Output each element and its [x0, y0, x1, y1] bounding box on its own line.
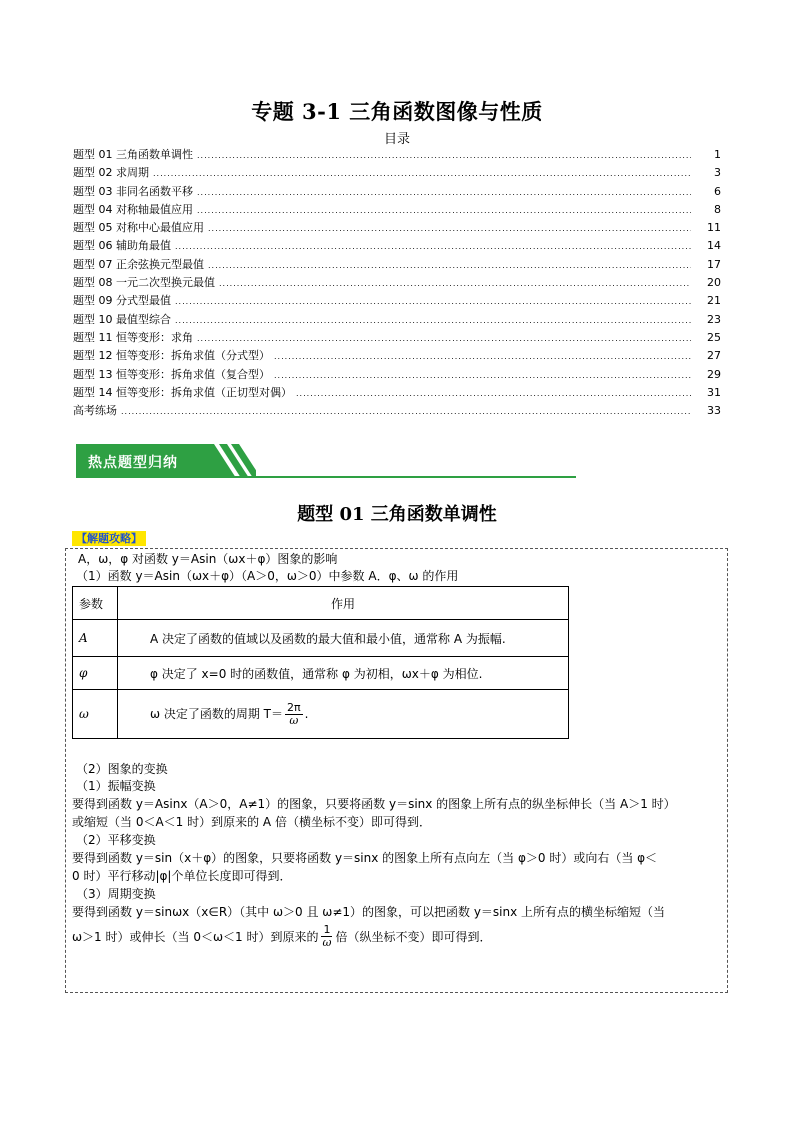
toc-entry[interactable]: [73, 292, 721, 310]
toc-entry[interactable]: [73, 274, 721, 292]
toc-entry-page: 17: [707, 257, 721, 271]
toc-leader-dots: [274, 347, 691, 365]
body-line-12: [72, 924, 491, 949]
toc-entry[interactable]: [73, 366, 721, 384]
body-line-6: 或缩短（当 0＜A＜1 时）到原来的 A 倍（横坐标不变）即可得到．: [72, 815, 431, 829]
toc-entry-label: 高考练场: [73, 404, 117, 418]
fraction-denominator: ω: [289, 713, 299, 727]
body-line-11: 要得到函数 y＝sinωx（x∈R）（其中 ω＞0 且 ω≠1）的图象，可以把函数 y＝sinx 上所有点的横坐标缩短（当: [72, 905, 666, 919]
toc-entry-page: 21: [707, 294, 721, 308]
toc-entry-page: 14: [707, 239, 721, 253]
table-of-contents: [73, 146, 721, 420]
body-line-10: （3）周期变换: [76, 887, 156, 901]
toc-entry[interactable]: [73, 347, 721, 365]
toc-entry[interactable]: [73, 201, 721, 219]
tip-label: 【解题攻略】: [72, 531, 146, 546]
toc-leader-dots: [219, 274, 691, 292]
toc-entry-page: 23: [707, 312, 721, 326]
period-fraction: [285, 702, 303, 727]
toc-entry[interactable]: [73, 311, 721, 329]
effect-suffix: .: [304, 706, 309, 721]
toc-entry-page: 29: [707, 367, 721, 381]
toc-leader-dots: [296, 384, 691, 402]
body-line-4: （1）振幅变换: [76, 779, 156, 793]
body-line-3: （2）图象的变换: [76, 762, 168, 776]
fraction-denominator: ω: [322, 936, 332, 949]
toc-entry[interactable]: [73, 219, 721, 237]
toc-leader-dots: [175, 292, 691, 310]
line12-suffix: 倍（纵坐标不变）即可得到．: [335, 929, 492, 944]
effect-text: ω 决定了函数的周期 T＝: [150, 706, 284, 721]
toc-entry-label: 题型 01 三角函数单调性: [73, 148, 193, 161]
toc-heading: 目录: [383, 132, 410, 147]
toc-entry-label: 题型 04 对称轴最值应用: [73, 202, 193, 216]
line12-prefix: ω＞1 时）或伸长（当 0＜ω＜1 时）到原来的: [72, 929, 319, 944]
toc-entry-label: 题型 03 非同名函数平移: [73, 184, 193, 198]
body-line-5: 要得到函数 y＝Asinx（A＞0，A≠1）的图象，只要将函数 y＝sinx 的图象上所有点的纵坐标伸长（当 A＞1 时）: [72, 797, 676, 811]
toc-entry[interactable]: [73, 384, 721, 402]
toc-leader-dots: [274, 366, 691, 384]
toc-leader-dots: [121, 402, 691, 420]
section-title: 题型 01 三角函数单调性: [297, 504, 497, 525]
table-effect-cell: A 决定了函数的值域以及函数的最大值和最小值，通常称 A 为振幅.: [118, 620, 569, 657]
body-line-7: （2）平移变换: [76, 833, 156, 847]
toc-entry[interactable]: [73, 183, 721, 201]
banner-label: 热点题型归纳: [88, 455, 178, 471]
toc-entry-page: 27: [707, 349, 721, 363]
banner-rule: [76, 476, 576, 478]
toc-entry[interactable]: [73, 146, 721, 164]
toc-entry-page: 3: [714, 166, 721, 180]
table-row: [73, 690, 569, 739]
toc-leader-dots: [197, 183, 691, 201]
table-row: [73, 657, 569, 690]
fraction-numerator: 1: [323, 923, 331, 936]
toc-entry-label: 题型 12 恒等变形：拆角求值（分式型）: [73, 349, 270, 363]
toc-entry-label: 题型 05 对称中心最值应用: [73, 221, 204, 235]
toc-entry[interactable]: [73, 164, 721, 182]
table-param-cell: φ: [73, 657, 118, 690]
toc-entry-page: 25: [707, 330, 721, 344]
toc-entry-label: 题型 09 分式型最值: [73, 294, 171, 308]
toc-entry-page: 33: [707, 404, 721, 418]
toc-leader-dots: [197, 146, 691, 164]
body-line-8: 要得到函数 y＝sin（x＋φ）的图象，只要将函数 y＝sinx 的图象上所有点向左（当 φ＞0 时）或向右（当 φ＜: [72, 851, 658, 865]
body-line-1: A，ω，φ 对函数 y＝Asin（ωx＋φ）图象的影响: [78, 552, 338, 566]
table-effect-cell: [118, 690, 569, 739]
table-param-cell: A: [73, 620, 118, 657]
table-row: [73, 620, 569, 657]
document-title: 专题 3-1 三角函数图像与性质: [251, 99, 543, 124]
toc-entry[interactable]: [73, 237, 721, 255]
toc-entry-label: 题型 06 辅助角最值: [73, 239, 171, 253]
table-header-cell: 参数: [73, 587, 118, 620]
toc-entry-label: 题型 02 求周期: [73, 166, 149, 180]
table-param-cell: ω: [73, 690, 118, 739]
toc-entry-label: 题型 14 恒等变形：拆角求值（正切型对偶）: [73, 385, 292, 399]
toc-entry-label: 题型 11 恒等变形：求角: [73, 330, 193, 344]
toc-entry[interactable]: [73, 256, 721, 274]
toc-entry-page: 31: [707, 385, 721, 399]
params-table: [72, 586, 569, 739]
toc-entry-label: 题型 13 恒等变形：拆角求值（复合型）: [73, 367, 270, 381]
table-effect-cell: φ 决定了 x=0 时的函数值，通常称 φ 为初相，ωx＋φ 为相位.: [118, 657, 569, 690]
toc-entry[interactable]: [73, 329, 721, 347]
toc-leader-dots: [153, 164, 691, 182]
toc-entry-page: 8: [714, 202, 721, 216]
toc-entry-page: 11: [707, 221, 721, 235]
table-header-row: [73, 587, 569, 620]
toc-leader-dots: [175, 237, 691, 255]
toc-leader-dots: [175, 311, 691, 329]
fraction-numerator: 2π: [287, 700, 301, 714]
toc-entry-label: 题型 07 正余弦换元型最值: [73, 257, 204, 271]
body-line-2: （1）函数 y＝Asin（ωx＋φ）（A＞0，ω＞0）中参数 A．φ、ω 的作用: [76, 569, 459, 583]
toc-entry-page: 1: [714, 148, 721, 161]
body-line-9: 0 时）平行移动|φ|个单位长度即可得到．: [72, 869, 292, 883]
table-header-cell: 作用: [118, 587, 569, 620]
toc-leader-dots: [208, 256, 691, 274]
toc-entry-label: 题型 08 一元二次型换元最值: [73, 276, 215, 290]
toc-leader-dots: [197, 329, 691, 347]
toc-entry-label: 题型 10 最值型综合: [73, 312, 171, 326]
toc-entry-page: 20: [707, 276, 721, 290]
reciprocal-fraction: [320, 924, 333, 949]
toc-entry-page: 6: [714, 184, 721, 198]
toc-leader-dots: [197, 201, 691, 219]
toc-entry[interactable]: [73, 402, 721, 420]
toc-leader-dots: [208, 219, 691, 237]
